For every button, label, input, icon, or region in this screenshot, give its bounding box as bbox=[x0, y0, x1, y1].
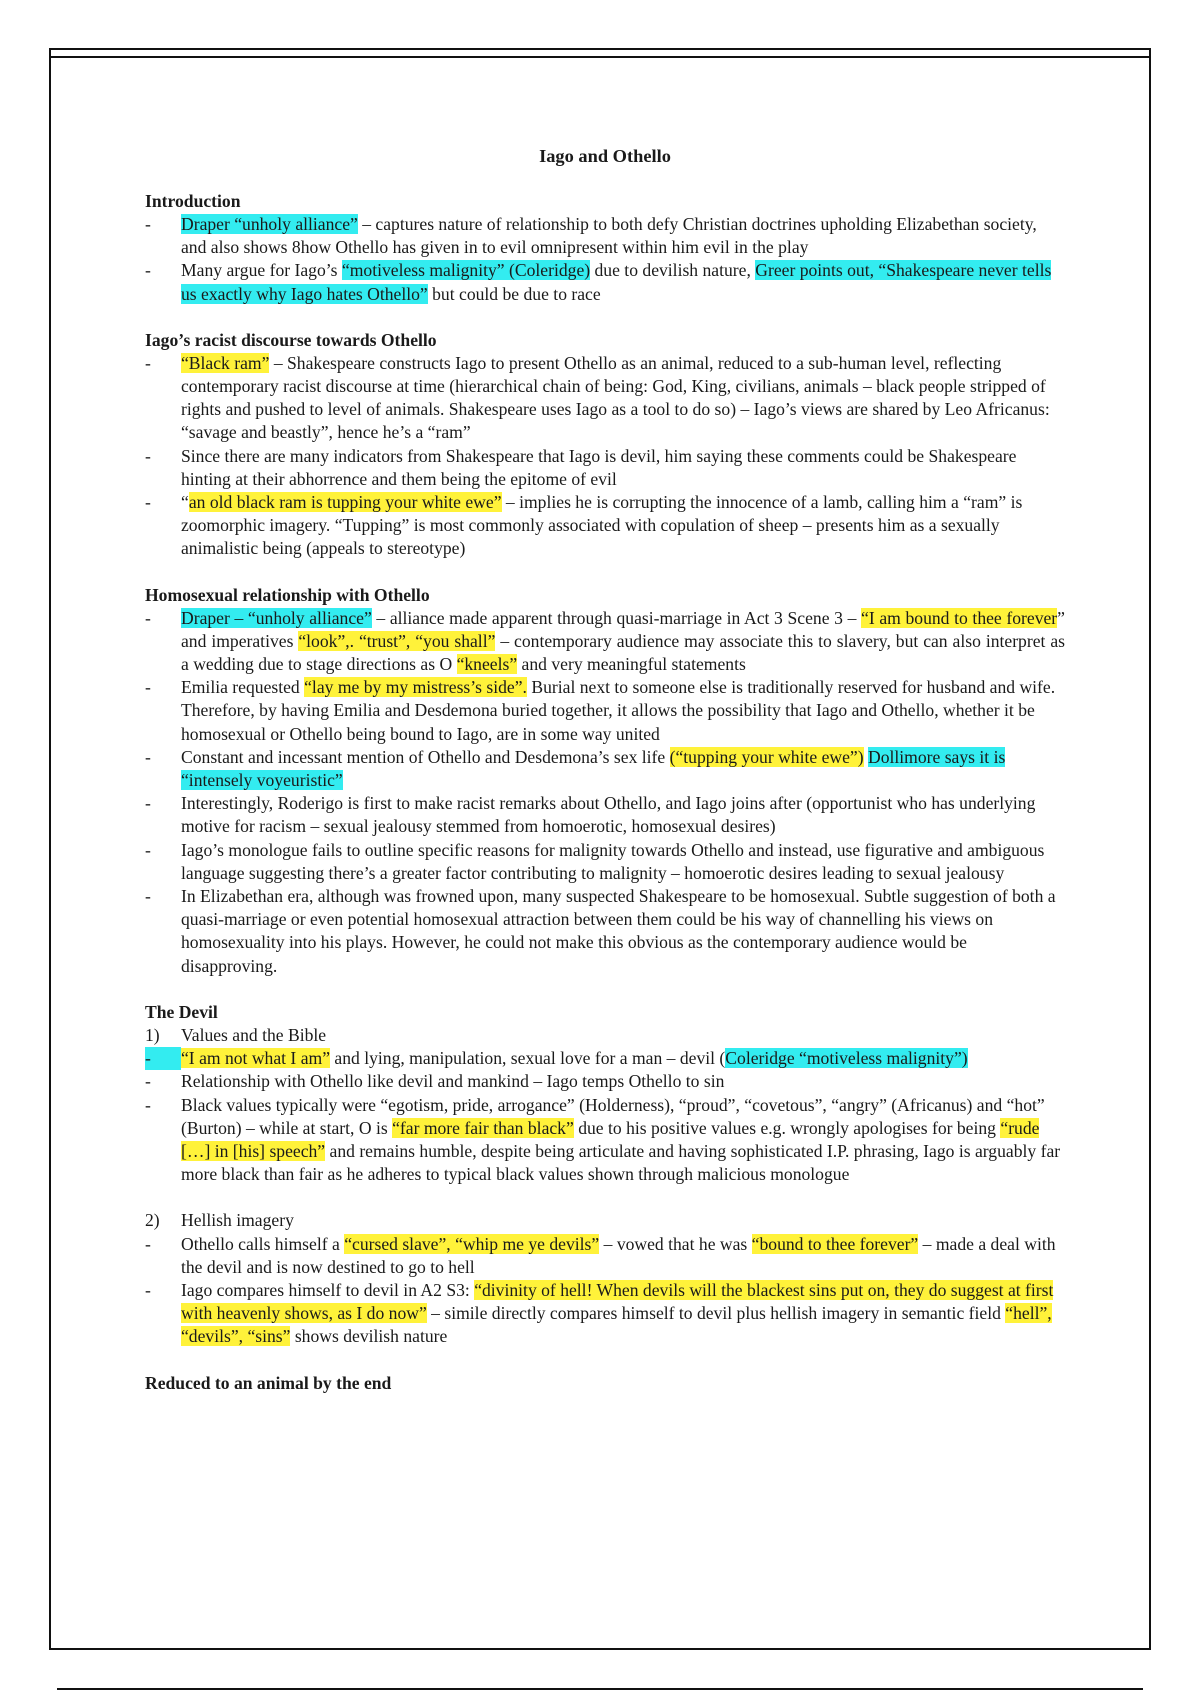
bullet-marker: 1) bbox=[145, 1024, 160, 1045]
bullet-marker: - bbox=[145, 1047, 181, 1070]
highlight-critic: Greer points out, “Shakespeare never tells us exactly why Iago hates Othello” bbox=[181, 260, 1052, 304]
bullet-marker: - bbox=[145, 746, 151, 767]
bullet-marker: - bbox=[145, 260, 151, 281]
list-item bbox=[145, 1024, 1065, 1047]
highlight-quote: “I am bound to thee forever bbox=[861, 607, 1058, 628]
item-text bbox=[181, 1279, 1065, 1349]
list-item bbox=[145, 1209, 1065, 1232]
section bbox=[145, 584, 1065, 978]
highlight-quote: “rude […] in [his] speech” bbox=[181, 1117, 1040, 1161]
list-item bbox=[145, 1070, 1065, 1093]
list-item bbox=[145, 445, 1065, 491]
sections-container bbox=[145, 190, 1065, 1395]
text-run: “ bbox=[181, 492, 189, 513]
item-text bbox=[181, 352, 1065, 445]
highlight-quote: “hell”, “devils”, “sins” bbox=[181, 1303, 1052, 1347]
item-text bbox=[181, 676, 1065, 746]
item-text bbox=[181, 445, 1065, 491]
text-run: Values and the Bible bbox=[181, 1024, 327, 1045]
highlight-critic: Dollimore says it is “intensely voyeuristic” bbox=[181, 746, 1006, 791]
text-run: due to devilish nature, bbox=[590, 260, 756, 281]
bullet-marker: - bbox=[145, 839, 151, 860]
text-run: Constant and incessant mention of Othello and Desdemona’s sex life bbox=[181, 746, 670, 767]
highlight-quote: “I am not what I am” bbox=[181, 1048, 330, 1069]
bottom-rule bbox=[57, 1688, 1143, 1690]
text-run: – Shakespeare constructs Iago to present Othello as an animal, reduced to a sub-human level, reflecting contemporary racist discourse at time (hierarchical chain of being: God, King, civilians, animals – black people stripped of rights and pushed to level of animals. Shakespeare uses Iago as a tool to do so) – Iago’s views are shared by Leo Africanus: “savage and beastly”, hence he’s a “ram” bbox=[181, 352, 1050, 443]
highlight-quote: “Black ram” bbox=[181, 352, 270, 373]
text-run: Hellish imagery bbox=[181, 1210, 294, 1231]
highlight-quote: an old black ram is tupping your white ewe” bbox=[188, 492, 502, 513]
list-item bbox=[145, 259, 1065, 305]
text-run: – captures nature of relationship to both defy Christian doctrines upholding Elizabethan society, and also shows 8how Othello has given in to evil omnipresent within him evil in the play bbox=[181, 214, 1037, 258]
highlight-quote: “cursed slave”, “whip me ye devils” bbox=[344, 1233, 600, 1254]
item-text bbox=[181, 259, 1065, 305]
list-item bbox=[145, 676, 1065, 746]
section bbox=[145, 329, 1065, 561]
text-run: Othello calls himself a bbox=[181, 1233, 345, 1254]
list-item bbox=[145, 839, 1065, 885]
bullet-marker: - bbox=[145, 607, 151, 628]
text-run: In Elizabethan era, although was frowned upon, many suspected Shakespeare to be homosexual. Subtle suggestion of both a quasi-marriage or even potential homosexual attraction between them could be his way of channelling his views on homosexuality into his plays. However, he could not make this obvious as the contemporary audience would be disapproving. bbox=[181, 886, 1056, 976]
item-text bbox=[181, 746, 1065, 792]
text-run: Relationship with Othello like devil and mankind – Iago temps Othello to sin bbox=[181, 1071, 725, 1092]
highlight-quote: “divinity of hell! When devils will the blackest sins put on, they do suggest at first with heavenly shows, as I do now” bbox=[181, 1279, 1054, 1324]
item-text bbox=[181, 491, 1065, 561]
bullet-marker: 2) bbox=[145, 1210, 160, 1231]
item-text bbox=[181, 1094, 1065, 1187]
section-heading: Reduced to an animal by the end bbox=[145, 1372, 392, 1393]
highlight-critic: Draper – “unholy alliance” bbox=[181, 607, 372, 628]
bullet-marker: - bbox=[145, 1233, 151, 1254]
item-text bbox=[181, 1024, 1065, 1047]
item-text bbox=[181, 885, 1065, 978]
list-item bbox=[145, 352, 1065, 445]
bullet-marker: - bbox=[145, 1279, 151, 1300]
text-run: due to his positive values e.g. wrongly apologises for being bbox=[573, 1117, 1001, 1138]
section bbox=[145, 1001, 1065, 1186]
item-text bbox=[181, 1070, 1065, 1093]
highlight-quote: “bound to thee forever” bbox=[751, 1233, 919, 1254]
section-heading: Homosexual relationship with Othello bbox=[145, 584, 430, 605]
text-run: but could be due to race bbox=[427, 283, 601, 304]
section bbox=[145, 1209, 1065, 1348]
bullet-marker: - bbox=[145, 677, 151, 698]
bullet-marker: - bbox=[145, 1071, 151, 1092]
list-item bbox=[145, 1233, 1065, 1279]
list-item bbox=[145, 1279, 1065, 1349]
bullet-marker: - bbox=[145, 886, 151, 907]
section-heading: Iago’s racist discourse towards Othello bbox=[145, 329, 437, 350]
text-run: – implies he is corrupting the innocence of a lamb, calling him a “ram” is zoomorphic imagery. “Tupping” is most commonly associated with copulation of sheep – presents him as a sexually animalistic being (appeals to stereotype) bbox=[181, 492, 1023, 559]
text-run: Emilia requested bbox=[181, 677, 305, 698]
text-run: Many argue for Iago’s bbox=[181, 260, 342, 281]
text-run: Black values typically were “egotism, pride, arrogance” (Holderness), “proud”, “covetous”, “angry” (Africanus) and “hot” (Burton) – while at start, O is bbox=[181, 1094, 1045, 1138]
item-text bbox=[181, 607, 1065, 677]
text-run: – vowed that he was bbox=[599, 1233, 752, 1254]
text-run: – made a deal with the devil and is now destined to go to hell bbox=[181, 1233, 1056, 1277]
bullet-marker: - bbox=[145, 214, 151, 234]
text-run: – simile directly compares himself to devil plus hellish imagery in semantic field bbox=[426, 1303, 1006, 1324]
highlight-critic: Draper “unholy alliance” bbox=[181, 214, 358, 234]
list-item bbox=[145, 491, 1065, 561]
section bbox=[145, 190, 1065, 306]
bullet-marker: - bbox=[145, 352, 151, 373]
text-run: shows devilish nature bbox=[290, 1326, 448, 1347]
list-item bbox=[145, 1047, 1065, 1070]
list-item bbox=[145, 213, 1065, 259]
highlight-critic: “motiveless malignity” (Coleridge) bbox=[341, 260, 591, 281]
list-item bbox=[145, 1094, 1065, 1187]
text-run: and very meaningful statements bbox=[517, 654, 746, 675]
bullet-marker: - bbox=[145, 492, 151, 513]
list-item bbox=[145, 746, 1065, 792]
highlight-quote: “kneels” bbox=[456, 654, 518, 675]
text-run: – alliance made apparent through quasi-marriage in Act 3 Scene 3 – bbox=[371, 607, 862, 628]
bullet-marker: - bbox=[145, 793, 151, 814]
document-body bbox=[145, 144, 1065, 1418]
text-run: Burial next to someone else is traditionally reserved for husband and wife. Therefore, by having Emilia and Desdemona buried together, it allows the possibility that Iago and Othello, whether it be homosexual or Othello being bound to Iago, are in some way united bbox=[181, 677, 1056, 744]
section-heading: Introduction bbox=[145, 191, 241, 211]
list-item bbox=[145, 607, 1065, 677]
text-run: Iago compares himself to devil in A2 S3: bbox=[181, 1279, 475, 1300]
text-run: Iago’s monologue fails to outline specific reasons for malignity towards Othello and instead, use figurative and ambiguous language suggesting there’s a greater factor contributing to malignity – homoerotic desires leading to sexual jealousy bbox=[181, 839, 1045, 883]
item-text bbox=[181, 1209, 1065, 1232]
highlight-quote: “look”,. “trust”, “you shall” bbox=[298, 630, 496, 651]
text-run: and lying, manipulation, sexual love for a man – devil ( bbox=[330, 1048, 726, 1069]
item-text bbox=[181, 792, 1065, 838]
highlight-critic: Coleridge “motiveless malignity”) bbox=[725, 1048, 968, 1069]
text-run: and remains humble, despite being articulate and having sophisticated I.P. phrasing, Iago is arguably far more black than fair as he adheres to typical black values shown through malicious monologue bbox=[181, 1140, 1061, 1185]
list-item bbox=[145, 792, 1065, 838]
top-double-rule bbox=[51, 56, 1149, 58]
text-run: Since there are many indicators from Shakespeare that Iago is devil, him saying these comments could be Shakespeare hinting at their abhorrence and them being the epitome of evil bbox=[181, 445, 1017, 489]
highlight-quote: “far more fair than black” bbox=[392, 1117, 574, 1138]
section-heading: The Devil bbox=[145, 1001, 218, 1022]
highlight-quote: “lay me by my mistress’s side”. bbox=[304, 677, 527, 698]
text-run: ” and imperatives bbox=[181, 607, 1065, 651]
document-title: Iago and Othello bbox=[539, 146, 671, 166]
list-item bbox=[145, 885, 1065, 978]
item-text bbox=[181, 1233, 1065, 1279]
bullet-marker: - bbox=[145, 1094, 151, 1115]
highlight-quote: (“tupping your white ewe”) bbox=[669, 746, 864, 767]
text-run: Interestingly, Roderigo is first to make racist remarks about Othello, and Iago joins after (opportunist who has underlying motive for racism – sexual jealousy stemmed from homoerotic, homosexual desires) bbox=[181, 793, 1036, 837]
item-text bbox=[181, 1047, 1065, 1070]
item-text bbox=[181, 213, 1065, 259]
text-run: – contemporary audience may associate this to slavery, but can also interpret as a wedding due to stage directions as O bbox=[181, 630, 1066, 675]
item-text bbox=[181, 839, 1065, 885]
section bbox=[145, 1372, 1065, 1395]
bullet-marker: - bbox=[145, 445, 151, 466]
